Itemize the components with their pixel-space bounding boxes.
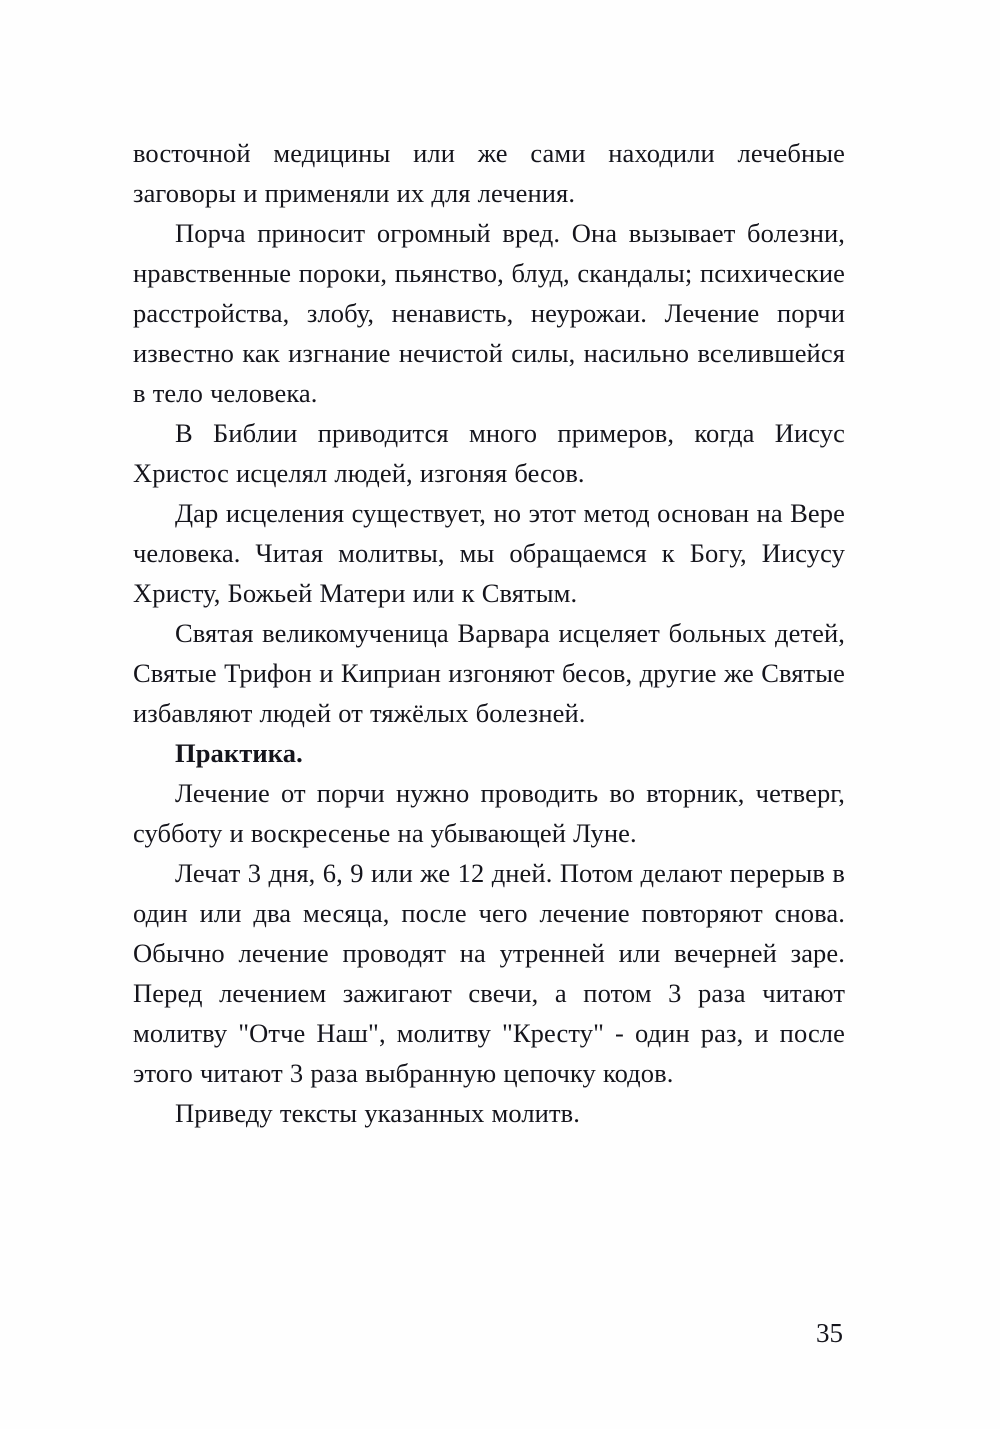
section-heading-praktika: Практика. [175, 738, 303, 768]
paragraph-privedu-teksty: Приведу тексты указанных молитв. [175, 1098, 580, 1128]
page-text-block [133, 133, 845, 1133]
paragraph-dar-isceleniya: Дар исцеления существует, но этот метод основан на Вере человека. Читая молитвы, мы обращаемся к Богу, Иисусу Христу, Божьей Матери или к Святым. [133, 498, 845, 608]
paragraph-dni-lecheniya: Лечение от порчи нужно проводить во вторник, четверг, субботу и воскресенье на убывающей Луне. [133, 778, 845, 848]
page-number: 35 [816, 1318, 843, 1348]
paragraph-svyataya-varvara: Святая великомученица Варвара исцеляет больных детей, Святые Трифон и Киприан изгоняют бесов, другие же Святые избавляют людей от тяжёлых болезней. [133, 618, 845, 728]
paragraph-bibliya: В Библии приводится много примеров, когда Иисус Христос исцелял людей, изгоняя бесов. [133, 418, 845, 488]
paragraph-kurs-lecheniya: Лечат 3 дня, 6, 9 или же 12 дней. Потом делают перерыв в один или два месяца, после чего лечение повторяют снова. Обычно лечение проводят на утренней или вечерней заре. Перед лечением зажигают свечи, а потом 3 раза читают молитву "Отче Наш", молитву "Кресту" - один раз, и после этого читают 3 раза выбранную цепочку кодов. [133, 858, 845, 1088]
paragraph-porcha-vred: Порча приносит огромный вред. Она вызывает болезни, нравственные пороки, пьянство, блуд, скандалы; психические расстройства, злобу, ненависть, неурожаи. Лечение порчи известно как изгнание нечистой силы, насильно вселившейся в тело человека. [133, 218, 845, 408]
paragraph-continuation: восточной медицины или же сами находили лечебные заговоры и применяли их для лечения. [133, 138, 845, 208]
